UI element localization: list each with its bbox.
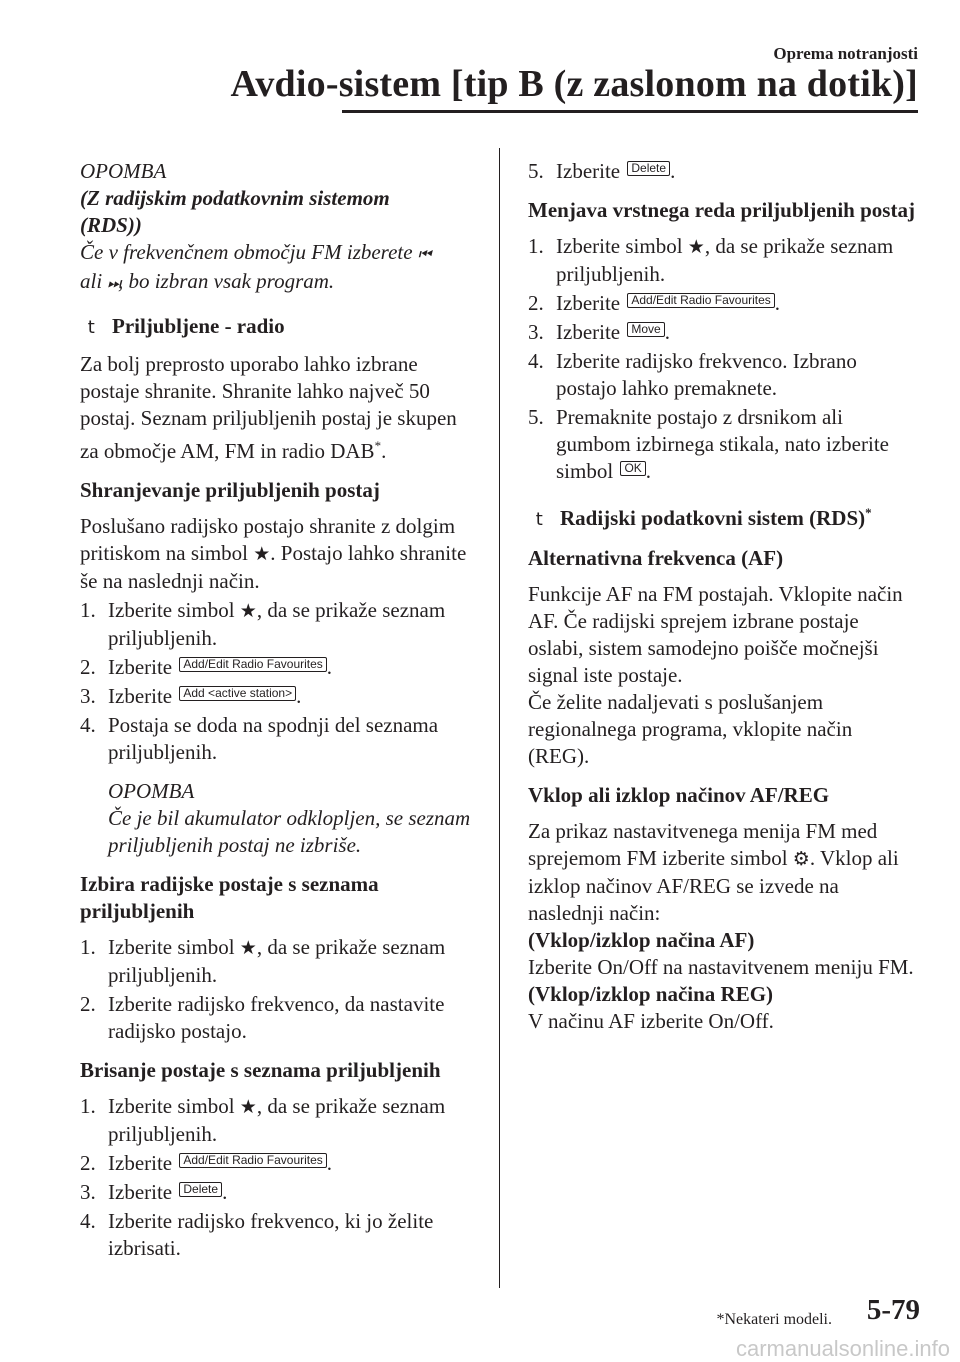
note-label: OPOMBA: [80, 159, 167, 183]
subheading-reorder: Menjava vrstnega reda priljubljenih postaj: [528, 198, 915, 222]
delete-steps: [80, 1093, 480, 1262]
list-item: 3. Izberite Move .: [528, 320, 670, 344]
gear-icon: ⚙: [792, 848, 810, 870]
list-item: 1. Izberite simbol ★, da se prikaže seznam priljubljenih.: [80, 935, 446, 987]
watermark: carmanualsonline.info: [735, 1336, 950, 1361]
page-title: Avdio-sistem [tip B (z zaslonom na dotik)]: [230, 63, 918, 105]
note-text: Če je bil akumulator odklopljen, se seznam priljubljenih postaj ne izbriše.: [108, 806, 471, 857]
section-heading-favourites: t Priljubljene - radio: [80, 313, 480, 341]
list-item: 1. Izberite simbol ★, da se prikaže seznam priljubljenih.: [80, 1094, 446, 1146]
list-item: 3. Izberite Delete .: [80, 1180, 228, 1204]
settings-paragraph: Za prikaz nastavitvenega menija FM med sprejemom FM izberite simbol ⚙. Vklop ali izklop načinov AF/REG se izvede na naslednji način:: [528, 819, 899, 925]
af-paragraph: Funkcije AF na FM postajah. Vklopite način AF. Če radijski sprejem izbrane postaje oslabi, sistem samodejno poišče močnejši signal iste postaje.: [528, 582, 903, 687]
list-item: 4. Izberite radijsko frekvenco, ki jo želite izbrisati.: [80, 1209, 434, 1260]
subheading-af: Alternativna frekvenca (AF): [528, 546, 784, 570]
add-edit-favourites-button: Add/Edit Radio Favourites: [179, 1153, 326, 1168]
add-edit-favourites-button: Add/Edit Radio Favourites: [627, 293, 774, 308]
star-icon: ★: [687, 236, 705, 258]
note-condition-2: (RDS)): [80, 213, 142, 237]
select-steps: [80, 934, 480, 1045]
star-icon: ★: [253, 543, 271, 565]
list-item: 2. Izberite Add/Edit Radio Favourites .: [528, 291, 781, 315]
af-toggle-heading: (Vklop/izklop načina AF): [528, 928, 755, 952]
column-divider: [499, 148, 500, 1288]
add-active-station-button: Add <active station>: [179, 686, 296, 701]
ok-button: OK: [620, 461, 645, 476]
delete-steps-continued: [528, 158, 918, 185]
subheading-save: Shranjevanje priljubljenih postaj: [80, 478, 380, 502]
header-section-name: Oprema notranjosti: [773, 44, 918, 63]
star-icon: ★: [239, 600, 257, 622]
star-icon: ★: [239, 1096, 257, 1118]
list-item: 1. Izberite simbol ★, da se prikaže seznam priljubljenih.: [528, 234, 894, 286]
reg-toggle-text: V načinu AF izberite On/Off.: [528, 1009, 774, 1033]
right-column: [528, 158, 918, 1035]
list-item: 3. Izberite Add <active station> .: [80, 684, 302, 708]
reg-paragraph: Če želite nadaljevati s poslušanjem regionalnega programa, vklopite način (REG).: [528, 690, 853, 768]
delete-button: Delete: [179, 1182, 222, 1197]
reg-toggle-heading: (Vklop/izklop načina REG): [528, 982, 774, 1006]
note-rds: [80, 158, 480, 297]
intro-paragraph: Za bolj preprosto uporabo lahko izbrane postaje shranite. Shranite lahko največ 50 postaj. Seznam priljubljenih postaj je skupen za območje AM, FM in radio DAB*.: [80, 352, 457, 463]
subheading-delete: Brisanje postaje s seznama priljubljenih: [80, 1058, 441, 1082]
footnote: *Nekateri modeli.: [716, 1311, 832, 1328]
section-bullet-icon: t: [530, 509, 543, 530]
save-paragraph: Poslušano radijsko postajo shranite z dolgim pritiskom na simbol ★. Postajo lahko shranite še na naslednji način.: [80, 514, 467, 593]
section-bullet-icon: t: [82, 317, 95, 338]
note-condition: (Z radijskim podatkovnim sistemom: [80, 186, 390, 210]
list-item: 2. Izberite radijsko frekvenco, da nastavite radijsko postajo.: [80, 992, 445, 1043]
seek-back-icon: ⏮: [417, 245, 429, 263]
delete-button: Delete: [627, 161, 670, 176]
add-edit-favourites-button: Add/Edit Radio Favourites: [179, 657, 326, 672]
move-button: Move: [627, 322, 664, 337]
af-toggle-text: Izberite On/Off na nastavitvenem meniju FM.: [528, 955, 914, 979]
list-item: 1. Izberite simbol ★, da se prikaže seznam priljubljenih.: [80, 598, 446, 650]
left-column: [80, 158, 480, 1268]
note-battery: [108, 778, 480, 859]
note-text: Če v frekvenčnem območju FM izberete ⏮ ali ⏭, bo izbran vsak program.: [80, 240, 429, 293]
note-label: OPOMBA: [108, 779, 195, 803]
list-item: 4. Izberite radijsko frekvenco. Izbrano postajo lahko premaknete.: [528, 349, 857, 400]
header-rule: [342, 110, 918, 113]
list-item: 5. Izberite Delete .: [528, 159, 676, 183]
list-item: 4. Postaja se doda na spodnji del seznama priljubljenih.: [80, 713, 439, 764]
reorder-steps: [528, 233, 918, 485]
section-heading-rds: t Radijski podatkovni sistem (RDS)*: [528, 499, 918, 533]
subheading-af-reg-toggle: Vklop ali izklop načinov AF/REG: [528, 783, 830, 807]
save-steps: [80, 597, 480, 766]
subheading-select: Izbira radijske postaje s seznama priljubljenih: [80, 872, 379, 923]
page-number: 5-79: [866, 1294, 920, 1326]
list-item: 2. Izberite Add/Edit Radio Favourites .: [80, 1151, 333, 1175]
seek-forward-icon: ⏭: [107, 274, 118, 292]
list-item: 5. Premaknite postajo z drsnikom ali gumbom izbirnega stikala, nato izberite simbol OK .: [528, 405, 889, 483]
list-item: 2. Izberite Add/Edit Radio Favourites .: [80, 655, 333, 679]
star-icon: ★: [239, 937, 257, 959]
